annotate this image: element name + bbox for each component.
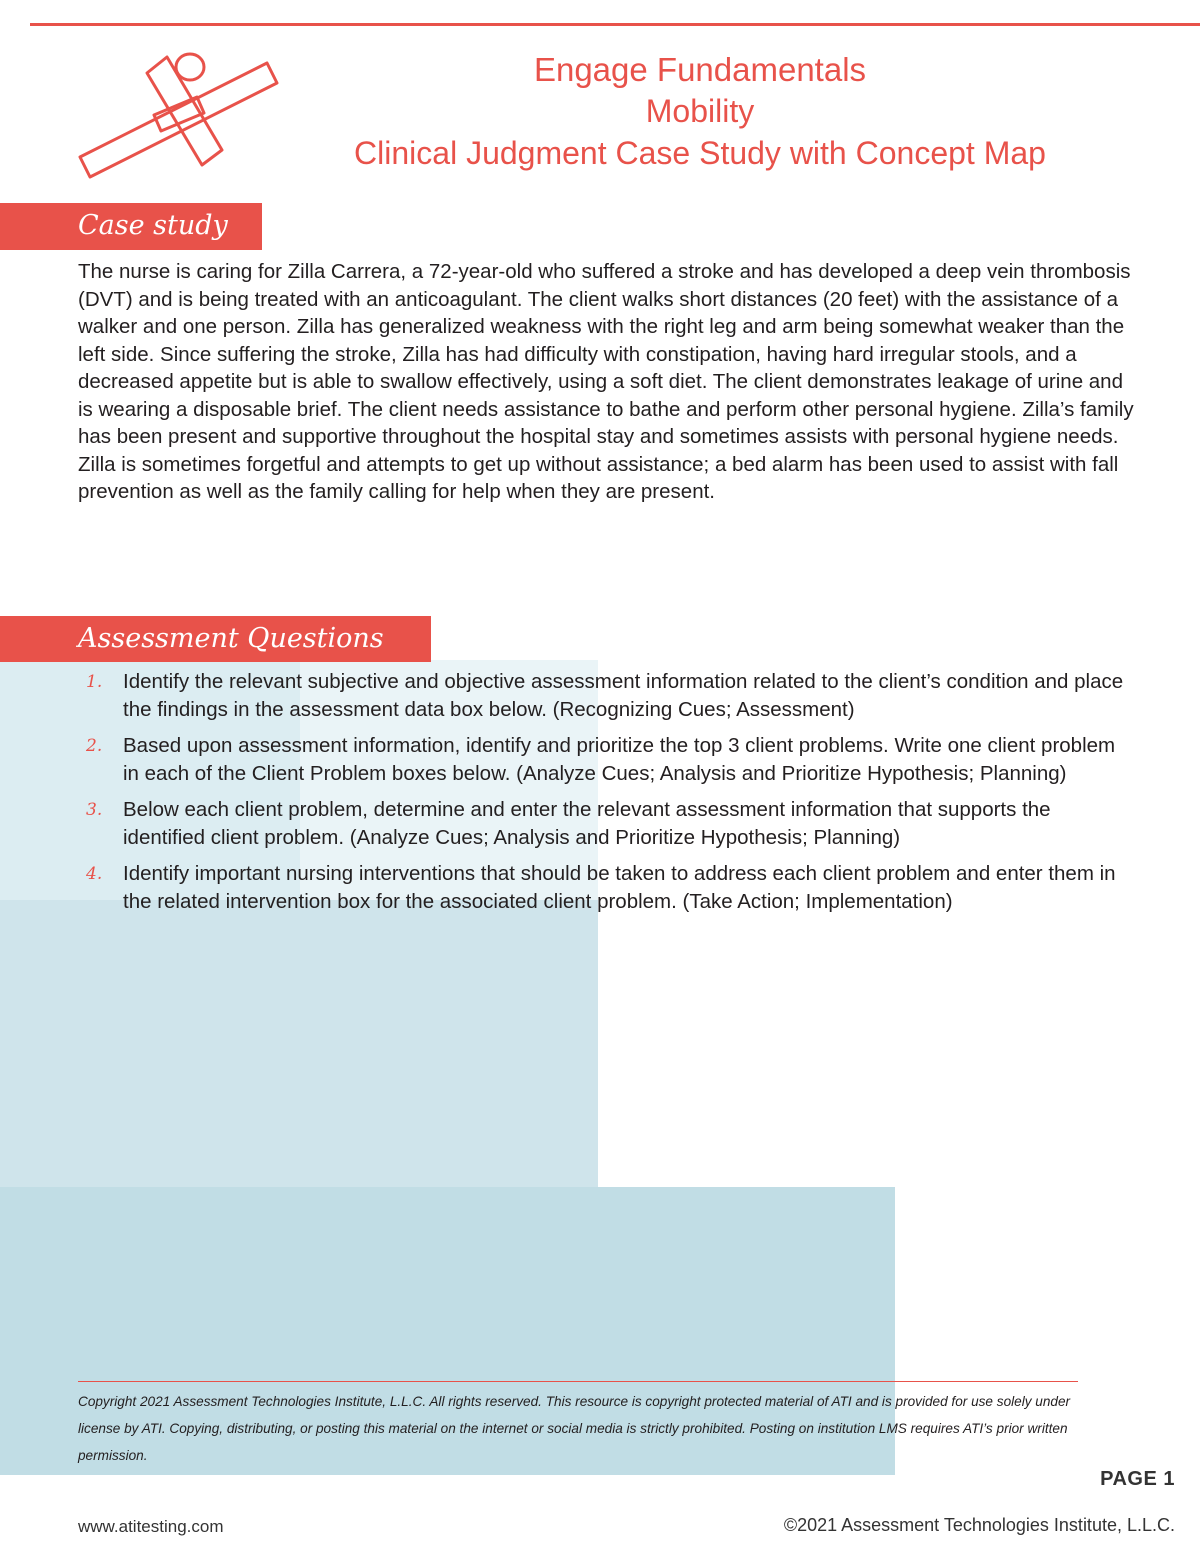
- assessment-question-list: [78, 668, 1128, 924]
- question-number: 4.: [86, 864, 103, 884]
- question-text: Below each client problem, determine and enter the relevant assessment information that supports the identified client problem. (Analyze Cues; Analysis and Prioritize Hypothesis; Planning): [123, 798, 1051, 849]
- copyright-notice: Copyright 2021 Assessment Technologies Institute, L.L.C. All rights reserved. This resource is copyright protected material of ATI and is provided for use solely under license by ATI. Copying, distributing, or posting this material on the internet or social media is strictly prohibited. Posting on institution LMS requires ATI’s prior written permission.: [78, 1394, 1071, 1463]
- question-number: 2.: [86, 736, 103, 756]
- document-header: [290, 50, 1110, 174]
- question-item: [78, 732, 1128, 787]
- question-item: [78, 860, 1128, 915]
- case-study-heading: Case study: [0, 203, 262, 250]
- document-title: Engage Fundamentals: [533, 51, 867, 88]
- question-item: [78, 796, 1128, 851]
- document-topic: Mobility: [645, 93, 755, 129]
- website-link[interactable]: www.atitesting.com: [78, 1517, 224, 1536]
- assessment-questions-heading: Assessment Questions: [0, 616, 431, 662]
- person-cross-logo-icon: [72, 45, 282, 190]
- question-item: [78, 668, 1128, 723]
- question-text: Identify important nursing interventions that should be taken to address each client problem and enter them in the related intervention box for the associated client problem. (Take Action; Implementation): [123, 862, 1116, 913]
- document-subtitle: Clinical Judgment Case Study with Concept Map: [354, 135, 1046, 171]
- page-number: PAGE 1: [1100, 1468, 1175, 1490]
- question-text: Identify the relevant subjective and objective assessment information related to the client’s condition and place the findings in the assessment data box below. (Recognizing Cues; Assessment): [123, 670, 1124, 721]
- footer-rule: [78, 1381, 1078, 1382]
- question-text: Based upon assessment information, identify and prioritize the top 3 client problems. Write one client problem in each of the Client Problem boxes below. (Analyze Cues; Analysis and Prioritize Hypothesis; Planning): [123, 734, 1116, 785]
- question-number: 1.: [86, 672, 103, 692]
- footer-copyright: ©2021 Assessment Technologies Institute, L.L.C.: [783, 1515, 1175, 1535]
- question-number: 3.: [86, 800, 103, 820]
- case-study-text: The nurse is caring for Zilla Carrera, a 72-year-old who suffered a stroke and has developed a deep vein thrombosis (DVT) and is being treated with an anticoagulant. The client walks short distances (20 feet) with the assistance of a walker and one person. Zilla has generalized weakness with the right leg and arm being somewhat weaker than the left side. Since suffering the stroke, Zilla has had difficulty with constipation, having hard irregular stools, and a decreased appetite but is able to swallow effectively, using a soft diet. The client demonstrates leakage of urine and is wearing a disposable brief. The client needs assistance to bathe and perform other personal hygiene. Zilla’s family has been present and supportive throughout the hospital stay and sometimes assists with personal hygiene needs. Zilla is sometimes forgetful and attempts to get up without assistance; a bed alarm has been used to assist with fall prevention as well as the family calling for help when they are present.: [78, 260, 1134, 503]
- top-rule: [30, 23, 1200, 26]
